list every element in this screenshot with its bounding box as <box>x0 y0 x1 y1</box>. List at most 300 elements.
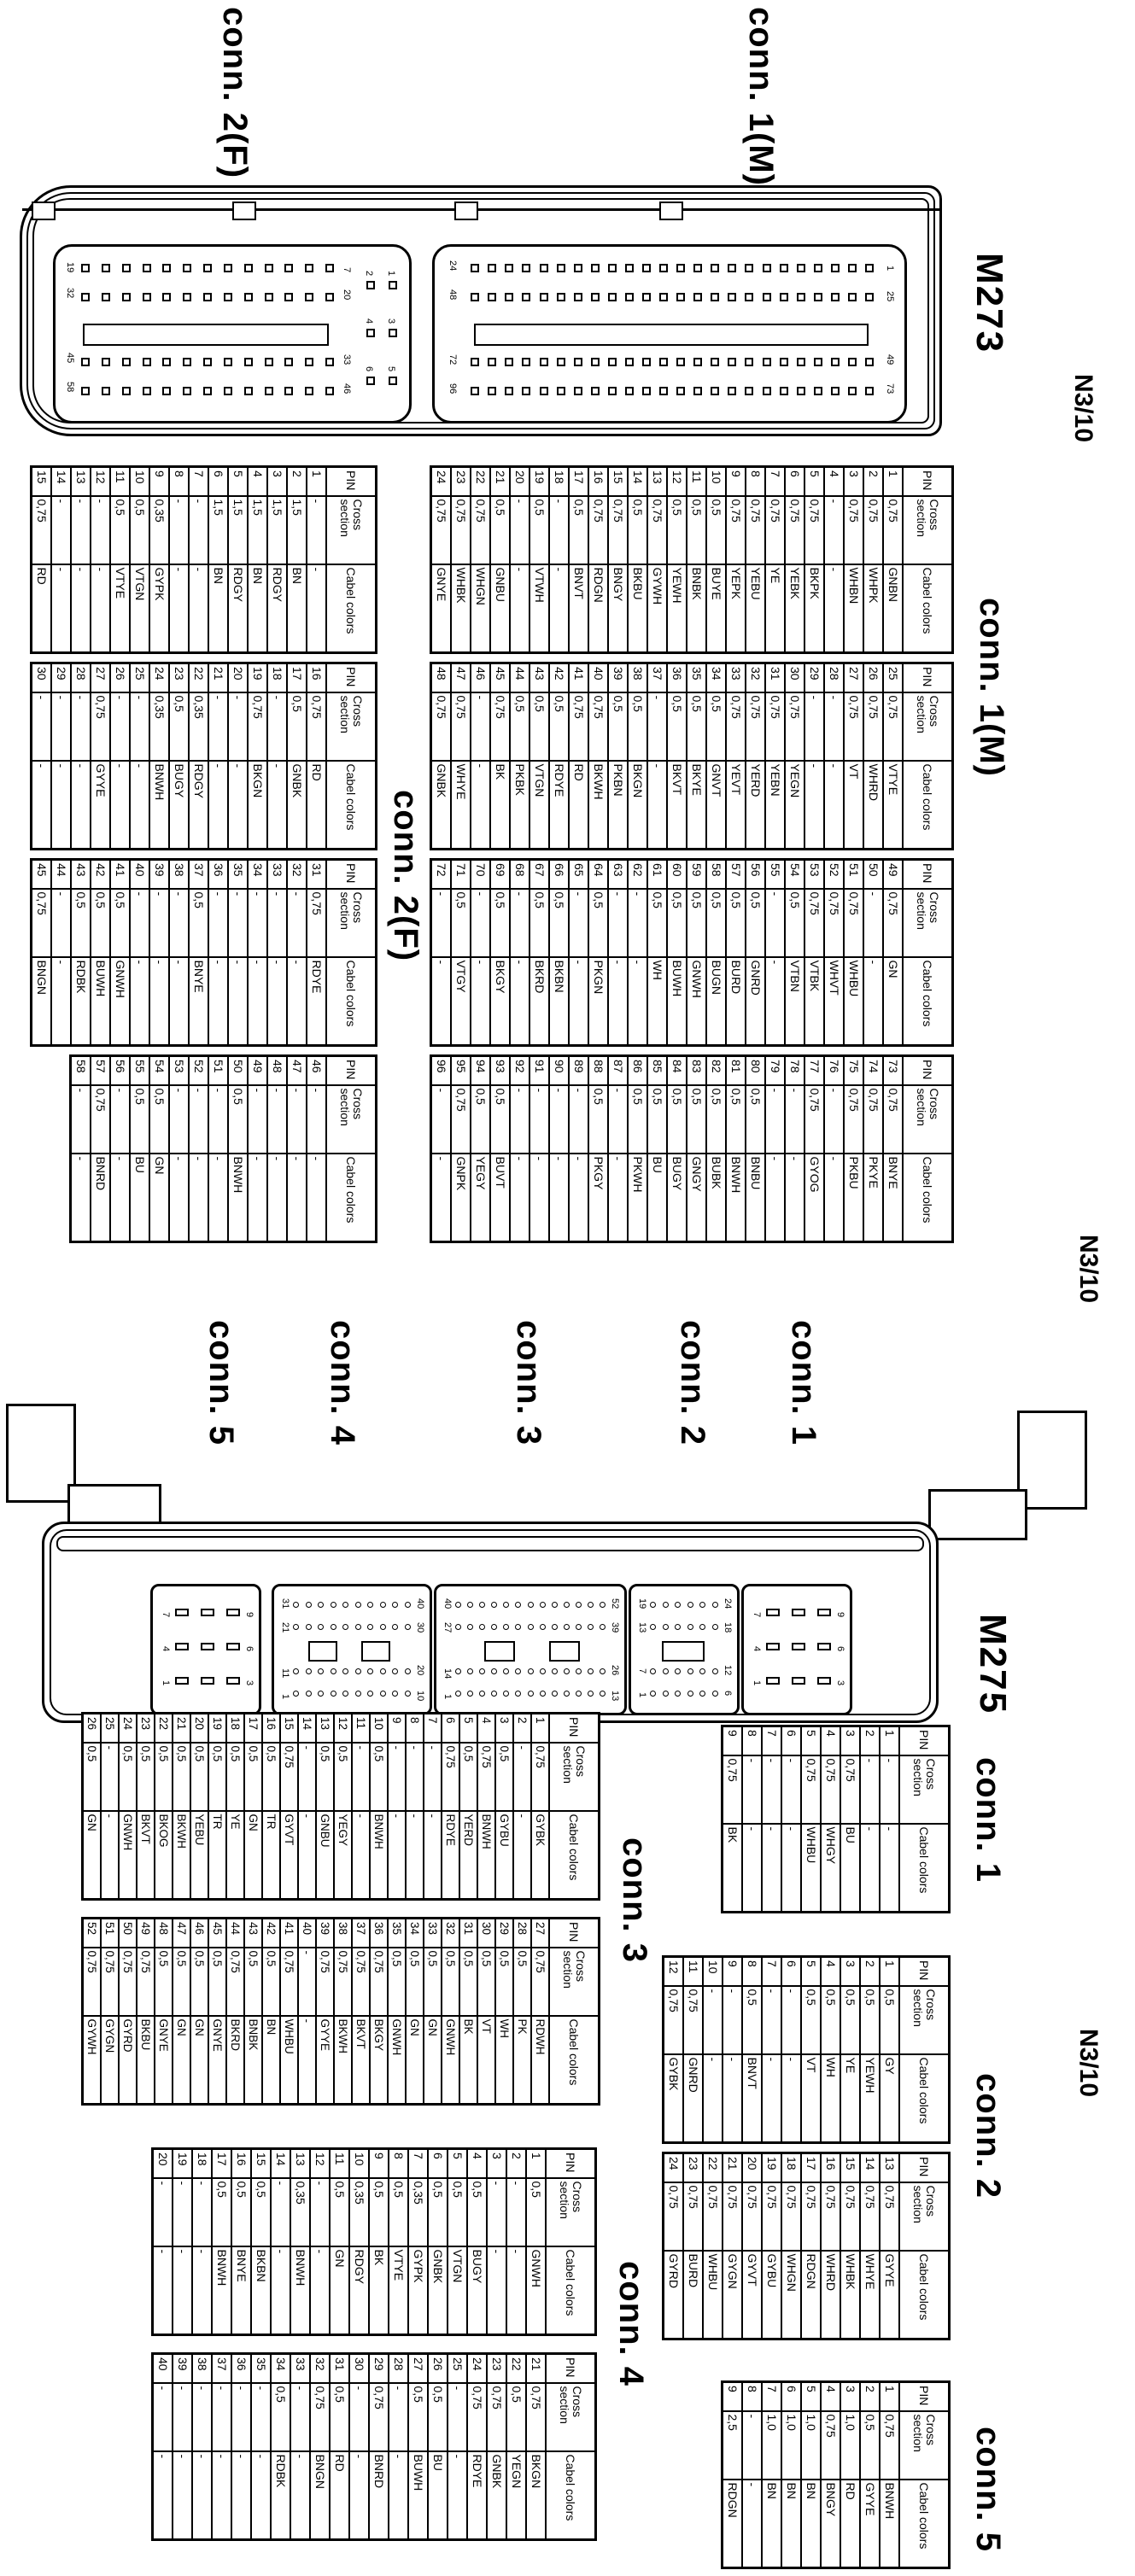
pin-cell: - <box>228 957 248 1046</box>
pin-cell: WHBU <box>280 2016 298 2105</box>
pin-cell: - <box>208 692 228 761</box>
pin-cell: 15 <box>280 1714 298 1743</box>
pin-cell: 0,75 <box>860 2182 880 2251</box>
pin-cell: YERD <box>746 761 765 850</box>
pin-cell: - <box>549 496 569 564</box>
pin-cell: 47 <box>287 1056 307 1085</box>
pin-cell: 0,5 <box>706 692 726 761</box>
pin-cell: BK <box>490 761 510 850</box>
pin-cell: 9 <box>369 2149 389 2178</box>
pin-cell: 39 <box>149 860 169 889</box>
pin-cell: 45 <box>32 860 52 889</box>
pin-row <box>840 1957 860 2143</box>
pin-cell: BUGY <box>467 2246 487 2335</box>
pin-cell: - <box>804 761 824 850</box>
pin-slot <box>766 1677 780 1685</box>
pin-square <box>574 358 582 366</box>
pin-square <box>814 358 822 366</box>
pin-cell: 0,75 <box>821 2182 840 2251</box>
pin-row <box>569 467 588 653</box>
pin-row <box>307 663 326 850</box>
pin-cell: 0,5 <box>190 1743 208 1811</box>
pin-cell: 37 <box>212 2354 231 2383</box>
pin-row <box>119 1714 137 1900</box>
pin-cell: GNBK <box>287 761 307 850</box>
pin-cell: 18 <box>192 2149 212 2178</box>
pin-cell: 12 <box>664 1957 684 1986</box>
pin-cell: - <box>824 1154 844 1242</box>
pin-cell: 17 <box>801 2153 821 2182</box>
pin-cell: YEBN <box>765 761 785 850</box>
pin-cell: 1,5 <box>248 496 267 564</box>
pin-cell: 0,5 <box>821 1986 840 2054</box>
pin-slot <box>226 1643 240 1650</box>
pin-cell: RD <box>32 564 52 653</box>
pin-circle <box>588 1691 594 1697</box>
pin-circle <box>663 1691 669 1697</box>
pin-row <box>212 2354 231 2540</box>
pin-cell: - <box>290 2451 310 2540</box>
pin-cell: 92 <box>510 1056 529 1085</box>
pin-circle <box>528 1668 534 1674</box>
pin-row <box>608 663 628 850</box>
pin-row <box>569 1056 588 1242</box>
pin-cell: 19 <box>248 663 267 692</box>
key-slot <box>361 1641 390 1662</box>
pin-square <box>389 281 397 289</box>
pin-square <box>81 387 90 395</box>
pin-circle <box>293 1602 299 1608</box>
pin-slot <box>817 1609 831 1616</box>
pin-cell: BNRD <box>369 2451 389 2540</box>
pin-row <box>248 663 267 850</box>
pin-cell: 0,5 <box>173 1948 190 2016</box>
pin-cell: GN <box>424 2016 442 2105</box>
pin-number: 9 <box>835 1612 845 1618</box>
pin-cell: 53 <box>804 860 824 889</box>
pin-cell: 30 <box>32 663 52 692</box>
pin-cell: BNYE <box>231 2246 251 2335</box>
pin-cell: - <box>471 957 490 1046</box>
pin-cell: - <box>71 692 91 761</box>
pin-cell: 1,0 <box>781 2411 801 2480</box>
pin-row <box>490 1056 510 1242</box>
pin-cell: 2 <box>287 467 307 496</box>
column-header: Cross section <box>903 1085 953 1154</box>
module-label-m273: M273 <box>968 253 1010 354</box>
pin-slot <box>792 1643 805 1650</box>
pin-square <box>203 264 212 272</box>
pin-number: 18 <box>723 1622 733 1633</box>
pin-row <box>228 467 248 653</box>
pin-cell: - <box>510 1085 529 1154</box>
pin-cell: 8 <box>169 467 189 496</box>
pin-row <box>349 2354 369 2540</box>
pin-cell: - <box>298 1948 316 2016</box>
pin-cell: 0,5 <box>742 1986 762 2054</box>
pin-cell: 13 <box>290 2149 310 2178</box>
pin-circle <box>600 1691 606 1697</box>
pin-circle <box>467 1624 473 1630</box>
pin-cell: GN <box>149 1154 169 1242</box>
column-header: PIN <box>899 1957 950 1986</box>
pin-cell: 20 <box>190 1714 208 1743</box>
pin-cell: 16 <box>307 663 326 692</box>
pin-square <box>814 264 822 272</box>
pin-cell: RDGY <box>228 564 248 653</box>
pin-cell: VTWH <box>529 564 549 653</box>
pin-row <box>529 860 549 1046</box>
pin-cell: - <box>71 1154 91 1242</box>
pin-cell: 0,5 <box>667 692 687 761</box>
pin-row <box>588 860 608 1046</box>
m273-conn2f-table-2 <box>30 662 377 850</box>
pin-row <box>130 467 149 653</box>
pin-cell: BUWH <box>91 957 110 1046</box>
pin-cell: 5 <box>804 467 824 496</box>
pin-slot <box>175 1643 189 1650</box>
pin-cell: - <box>703 2054 723 2143</box>
pin-cell: - <box>824 564 844 653</box>
pin-cell: 0,5 <box>706 496 726 564</box>
pin-cell: 28 <box>824 663 844 692</box>
column-header: Cabel colors <box>326 761 377 850</box>
m275-conn2-pin-field <box>629 1584 740 1715</box>
pin-cell: 0,35 <box>149 496 169 564</box>
pin-square <box>325 358 334 366</box>
pin-row <box>110 467 130 653</box>
pin-cell: 54 <box>785 860 804 889</box>
pin-cell: 0,75 <box>804 1085 824 1154</box>
m275-conn2-table-1 <box>662 1955 951 2144</box>
pin-row <box>549 1056 569 1242</box>
pin-circle <box>503 1602 509 1608</box>
pin-row <box>369 2149 389 2335</box>
m275-conn2-table-2 <box>662 2152 951 2340</box>
pin-cell: - <box>271 2246 290 2335</box>
pin-cell: 48 <box>431 663 452 692</box>
pin-cell: BKGN <box>526 2451 546 2540</box>
pin-cell: - <box>352 1743 370 1811</box>
pin-cell: 0,75 <box>91 1085 110 1154</box>
pin-circle <box>405 1624 411 1630</box>
pin-cell: 0,5 <box>495 1743 513 1811</box>
pin-row <box>110 1056 130 1242</box>
pin-row <box>110 663 130 850</box>
pin-cell: VTGN <box>448 2246 467 2335</box>
pin-cell: - <box>130 692 149 761</box>
pin-row <box>863 860 883 1046</box>
pin-cell: - <box>110 761 130 850</box>
pin-cell: 0,5 <box>428 2178 448 2246</box>
m275-conn5-table-title: conn. 5 <box>969 2427 1007 2553</box>
pin-circle <box>600 1624 606 1630</box>
pin-cell: VTBK <box>804 957 824 1046</box>
pin-cell: 9 <box>723 1726 743 1755</box>
pin-row <box>723 1726 743 1913</box>
pin-square <box>224 264 232 272</box>
pin-row <box>687 663 706 850</box>
pin-circle <box>355 1602 361 1608</box>
column-header: Cross section <box>903 496 953 564</box>
pin-row <box>529 1056 549 1242</box>
pin-cell: 85 <box>647 1056 667 1085</box>
m275-conn4-table-title: conn. 4 <box>612 2261 650 2387</box>
pin-cell: GN <box>173 2016 190 2105</box>
pin-cell: 86 <box>628 1056 647 1085</box>
pin-cell: - <box>510 889 529 957</box>
pin-row <box>137 1714 155 1900</box>
pin-circle <box>650 1668 656 1674</box>
pin-cell: 88 <box>588 1056 608 1085</box>
pin-circle <box>552 1668 558 1674</box>
pin-number: 20 <box>415 1665 425 1676</box>
pin-slot <box>201 1643 214 1650</box>
pin-row <box>723 2153 742 2339</box>
pin-cell: BNWH <box>212 2246 231 2335</box>
pin-number: 26 <box>610 1665 620 1676</box>
pin-cell: - <box>762 1824 781 1913</box>
pin-circle <box>380 1668 386 1674</box>
pin-cell: BNWH <box>370 1811 388 1900</box>
pin-cell: 0,5 <box>262 1743 280 1811</box>
pin-cell: 74 <box>863 1056 883 1085</box>
pin-row <box>431 860 452 1046</box>
pin-cell: 34 <box>248 860 267 889</box>
m275-conn1-pin-field <box>741 1584 852 1715</box>
system-label-n310-1: N3/10 <box>1069 374 1097 443</box>
pin-cell: BKGY <box>370 2016 388 2105</box>
pin-row <box>860 1726 880 1913</box>
pin-cell: - <box>189 496 208 564</box>
pin-row <box>51 860 71 1046</box>
column-header: Cabel colors <box>549 1811 600 1900</box>
pin-square <box>143 358 151 366</box>
pin-cell: 79 <box>765 1056 785 1085</box>
pin-square <box>305 293 313 301</box>
pin-circle <box>503 1624 509 1630</box>
pin-cell: - <box>742 2480 762 2568</box>
pin-square <box>540 387 548 395</box>
pin-cell: 21 <box>723 2153 742 2182</box>
pin-cell: 11 <box>330 2149 349 2178</box>
pin-cell: 0,5 <box>110 496 130 564</box>
pin-cell: 83 <box>687 1056 706 1085</box>
pin-cell: 2 <box>860 1957 880 1986</box>
pin-cell: 20 <box>510 467 529 496</box>
pin-circle <box>540 1668 546 1674</box>
pin-cell: 71 <box>451 860 471 889</box>
pin-circle <box>491 1602 497 1608</box>
pin-cell: 6 <box>428 2149 448 2178</box>
pin-square <box>325 387 334 395</box>
pin-cell: 54 <box>149 1056 169 1085</box>
pin-cell: - <box>231 2451 251 2540</box>
pin-square <box>659 293 668 301</box>
pin-row <box>683 2153 703 2339</box>
pin-cell: - <box>228 692 248 761</box>
pin-cell: VTYE <box>883 761 903 850</box>
pin-cell: GN <box>244 1811 262 1900</box>
pin-cell: YE <box>765 564 785 653</box>
pin-cell: 16 <box>588 467 608 496</box>
pin-cell: 3 <box>495 1714 513 1743</box>
pin-cell: 0,5 <box>529 692 549 761</box>
pin-circle <box>663 1624 669 1630</box>
pin-number: 10 <box>415 1691 425 1702</box>
pin-row <box>310 2354 330 2540</box>
pin-cell: 42 <box>262 1919 280 1948</box>
pin-column <box>650 1691 718 1697</box>
pin-square <box>814 293 822 301</box>
pin-cell: 5 <box>801 1726 821 1755</box>
pin-row <box>451 467 471 653</box>
pin-column <box>471 264 874 272</box>
pin-row <box>287 1056 307 1242</box>
m273-conn2f-table-4 <box>69 1054 377 1243</box>
pin-circle <box>342 1624 348 1630</box>
pin-cell: 21 <box>490 467 510 496</box>
pin-cell: BKGN <box>248 761 267 850</box>
pin-circle <box>600 1602 606 1608</box>
pin-cell: 55 <box>765 860 785 889</box>
pin-cell: BUVT <box>490 1154 510 1242</box>
pin-cell: 0,5 <box>330 2383 349 2451</box>
pin-cell: - <box>212 2451 231 2540</box>
pin-cell: - <box>765 889 785 957</box>
pin-cell: BNWH <box>726 1154 746 1242</box>
pin-cell: - <box>271 2178 290 2246</box>
pin-cell: - <box>785 1154 804 1242</box>
pin-cell: TR <box>208 1811 226 1900</box>
pin-circle <box>467 1602 473 1608</box>
pin-cell: - <box>298 1743 316 1811</box>
pin-cell: 0,75 <box>785 692 804 761</box>
pin-cell: 8 <box>742 1957 762 1986</box>
pin-cell: - <box>208 1154 228 1242</box>
pin-row <box>190 1714 208 1900</box>
pin-row <box>101 1919 119 2105</box>
pin-square <box>162 293 171 301</box>
pin-cell: 14 <box>51 467 71 496</box>
pin-cell: BKBU <box>628 564 647 653</box>
pin-cell: 25 <box>101 1714 119 1743</box>
pin-cell: - <box>231 2383 251 2451</box>
pin-cell: 0,5 <box>451 889 471 957</box>
pin-row <box>155 1919 173 2105</box>
pin-cell: 0,75 <box>451 692 471 761</box>
pin-square <box>865 358 874 366</box>
pin-cell: WHBU <box>844 957 863 1046</box>
pin-cell: 0,75 <box>310 2383 330 2451</box>
pin-row <box>726 1056 746 1242</box>
pin-cell: - <box>765 1085 785 1154</box>
pin-cell: - <box>110 692 130 761</box>
pin-number: 24 <box>723 1598 733 1609</box>
pin-cell: - <box>287 1154 307 1242</box>
pin-cell: 0,75 <box>431 692 452 761</box>
m273-conn2f-drawing-label: conn. 2(F) <box>216 7 254 179</box>
pin-cell: 0,5 <box>801 1986 821 2054</box>
column-header: PIN <box>326 663 377 692</box>
pin-row <box>824 860 844 1046</box>
pin-cell: BUBK <box>706 1154 726 1242</box>
pin-cell: - <box>389 2383 408 2451</box>
pin-square <box>591 387 600 395</box>
pin-cell: 4 <box>821 1957 840 1986</box>
pin-cell: 36 <box>370 1919 388 1948</box>
pin-column <box>293 1624 411 1630</box>
pin-row <box>490 467 510 653</box>
pin-column <box>650 1602 718 1608</box>
pin-cell: 0,5 <box>428 2383 448 2451</box>
pin-cell: PKYE <box>863 1154 883 1242</box>
pin-cell: - <box>51 889 71 957</box>
pin-cell: - <box>110 1085 130 1154</box>
column-header: Cross section <box>326 1085 377 1154</box>
pin-cell: 69 <box>490 860 510 889</box>
pin-cell: 50 <box>119 1919 137 1948</box>
pin-circle <box>306 1691 312 1697</box>
pin-square <box>284 358 293 366</box>
pin-square <box>797 264 805 272</box>
pin-cell: 9 <box>388 1714 406 1743</box>
pin-cell: 59 <box>687 860 706 889</box>
pin-square <box>305 264 313 272</box>
pin-row <box>451 860 471 1046</box>
pin-column <box>293 1602 411 1608</box>
pin-square <box>122 264 131 272</box>
m273-conn1m-table-2 <box>430 662 954 850</box>
pin-row <box>431 467 452 653</box>
pin-cell: 13 <box>647 467 667 496</box>
pin-cell: - <box>110 1154 130 1242</box>
pin-cell: - <box>91 564 110 653</box>
pin-cell: 40 <box>153 2354 173 2383</box>
pin-row <box>762 2382 781 2568</box>
pin-number: 7 <box>637 1668 647 1674</box>
pin-row <box>267 1056 287 1242</box>
pin-square <box>505 293 513 301</box>
pin-circle <box>491 1691 497 1697</box>
pin-cell: 0,35 <box>189 692 208 761</box>
pin-row <box>880 1957 899 2143</box>
pin-cell: WHVT <box>824 957 844 1046</box>
pin-cell: - <box>267 761 287 850</box>
pin-cell: 29 <box>369 2354 389 2383</box>
pin-cell: - <box>153 2383 173 2451</box>
pin-cell: GNWH <box>388 2016 406 2105</box>
pin-row <box>244 1919 262 2105</box>
pin-row <box>71 1056 91 1242</box>
pin-row <box>785 860 804 1046</box>
m273-notch <box>32 202 56 220</box>
pin-circle <box>699 1602 705 1608</box>
pin-cell: WHGY <box>821 1824 840 1913</box>
pin-square <box>505 264 513 272</box>
pin-cell: 90 <box>549 1056 569 1085</box>
pin-cell: 33 <box>424 1919 442 1948</box>
pin-number: 4 <box>364 318 374 324</box>
pin-cell: 0,35 <box>408 2178 428 2246</box>
pin-cell: - <box>169 1085 189 1154</box>
pin-row <box>531 1919 549 2105</box>
pin-cell: 4 <box>821 2382 840 2411</box>
pin-cell: GNWH <box>526 2246 546 2335</box>
pin-cell: 0,75 <box>781 2182 801 2251</box>
pin-circle <box>367 1602 373 1608</box>
column-header: PIN <box>326 1056 377 1085</box>
